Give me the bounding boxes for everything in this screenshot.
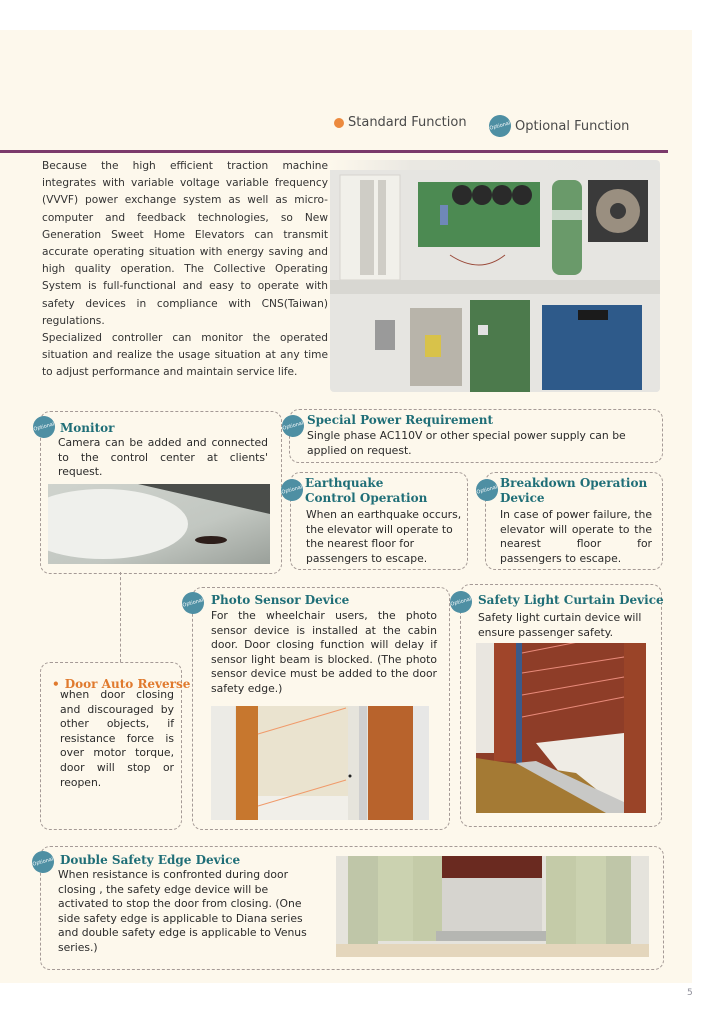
earthquake-title: Earthquake Control Operation	[305, 476, 428, 505]
special-power-text: Single phase AC110V or other special power supply can be applied on request.	[307, 429, 626, 457]
standard-dot-icon	[334, 118, 344, 128]
header-divider	[0, 150, 668, 153]
photo-sensor-title: Photo Sensor Device	[211, 593, 350, 607]
light-curtain-illustration	[476, 643, 646, 813]
photo-sensor-text: For the wheelchair users, the photo sensor device is installed at the cabin door. Door closing function will delay if sensor light beam is blocked. (The photo sensor device must be added to the door safety edge.)	[211, 609, 437, 695]
legend-optional-label: Optional Function	[515, 118, 630, 134]
breakdown-title: Breakdown Operation Device	[500, 476, 648, 505]
double-safety-edge-illustration	[336, 856, 649, 957]
monitor-text: Camera can be added and connected to the control center at clients' request.	[58, 436, 268, 479]
legend-standard-label: Standard Function	[348, 115, 467, 130]
double-edge-text: When resistance is confronted during door closing , the safety edge device will be activated to stop the door from closing. (One side safety edge is applicable to Diana series and double safety edge is applicable to Venus series.)	[58, 868, 307, 954]
ceiling-camera-illustration	[48, 484, 270, 564]
intro-paragraph-1: Because the high efficient traction machine integrates with variable voltage variable frequency (VVVF) power exchange system as well as micro-computer and feedback technologies, so New Generation Sweet Home Elevators can transmit accurate operating situation with energy saving and high quality operation. The Collective Operating System is full-functional and easy to operate with safety devices in compliance with CNS(Taiwan) regulations.	[42, 160, 328, 327]
earthquake-text: When an earthquake occurs, the elevator will operate to the nearest floor for passengers to escape.	[306, 508, 462, 565]
legend-optional	[489, 115, 629, 137]
controller-illustration	[330, 160, 660, 392]
light-curtain-text: Safety light curtain device will ensure passenger safety.	[478, 611, 642, 639]
intro-paragraph-2: Specialized controller can monitor the operated situation and realize the usage situation at any time to adjust performance and maintain service life.	[42, 332, 328, 379]
intro-text	[42, 158, 328, 382]
monitor-photo	[48, 484, 270, 564]
door-sensor-illustration	[211, 706, 429, 820]
page-number: 5	[687, 988, 693, 998]
optional-badge-icon: Optional	[180, 590, 207, 617]
door-reverse-text: when door closing and discouraged by other objects, if resistance force is over motor torque, door will stop or reopen.	[60, 688, 174, 789]
connector-line	[120, 572, 121, 662]
standard-bullet-icon: •	[52, 677, 60, 691]
photo-sensor-photo	[211, 706, 429, 820]
legend-standard	[334, 115, 467, 130]
optional-badge-icon: Optional	[487, 113, 514, 140]
optional-badge-icon: Optional	[474, 477, 501, 504]
door-reverse-title: Door Auto Reverse	[64, 677, 191, 691]
light-curtain-title: Safety Light Curtain Device	[478, 593, 664, 607]
special-power-title: Special Power Requirement	[307, 413, 494, 427]
double-edge-title: Double Safety Edge Device	[60, 853, 241, 867]
light-curtain-photo	[476, 643, 646, 813]
optional-badge-icon: Optional	[280, 413, 307, 440]
optional-badge-icon: Optional	[279, 477, 306, 504]
double-edge-photo	[336, 856, 649, 957]
optional-badge-icon: Optional	[30, 849, 57, 876]
optional-badge-icon: Optional	[448, 589, 475, 616]
controller-photo	[330, 160, 660, 392]
breakdown-text: In case of power failure, the elevator will operate to the nearest floor for passengers to escape.	[500, 508, 652, 565]
monitor-title: Monitor	[60, 421, 115, 435]
optional-badge-icon: Optional	[31, 414, 58, 441]
